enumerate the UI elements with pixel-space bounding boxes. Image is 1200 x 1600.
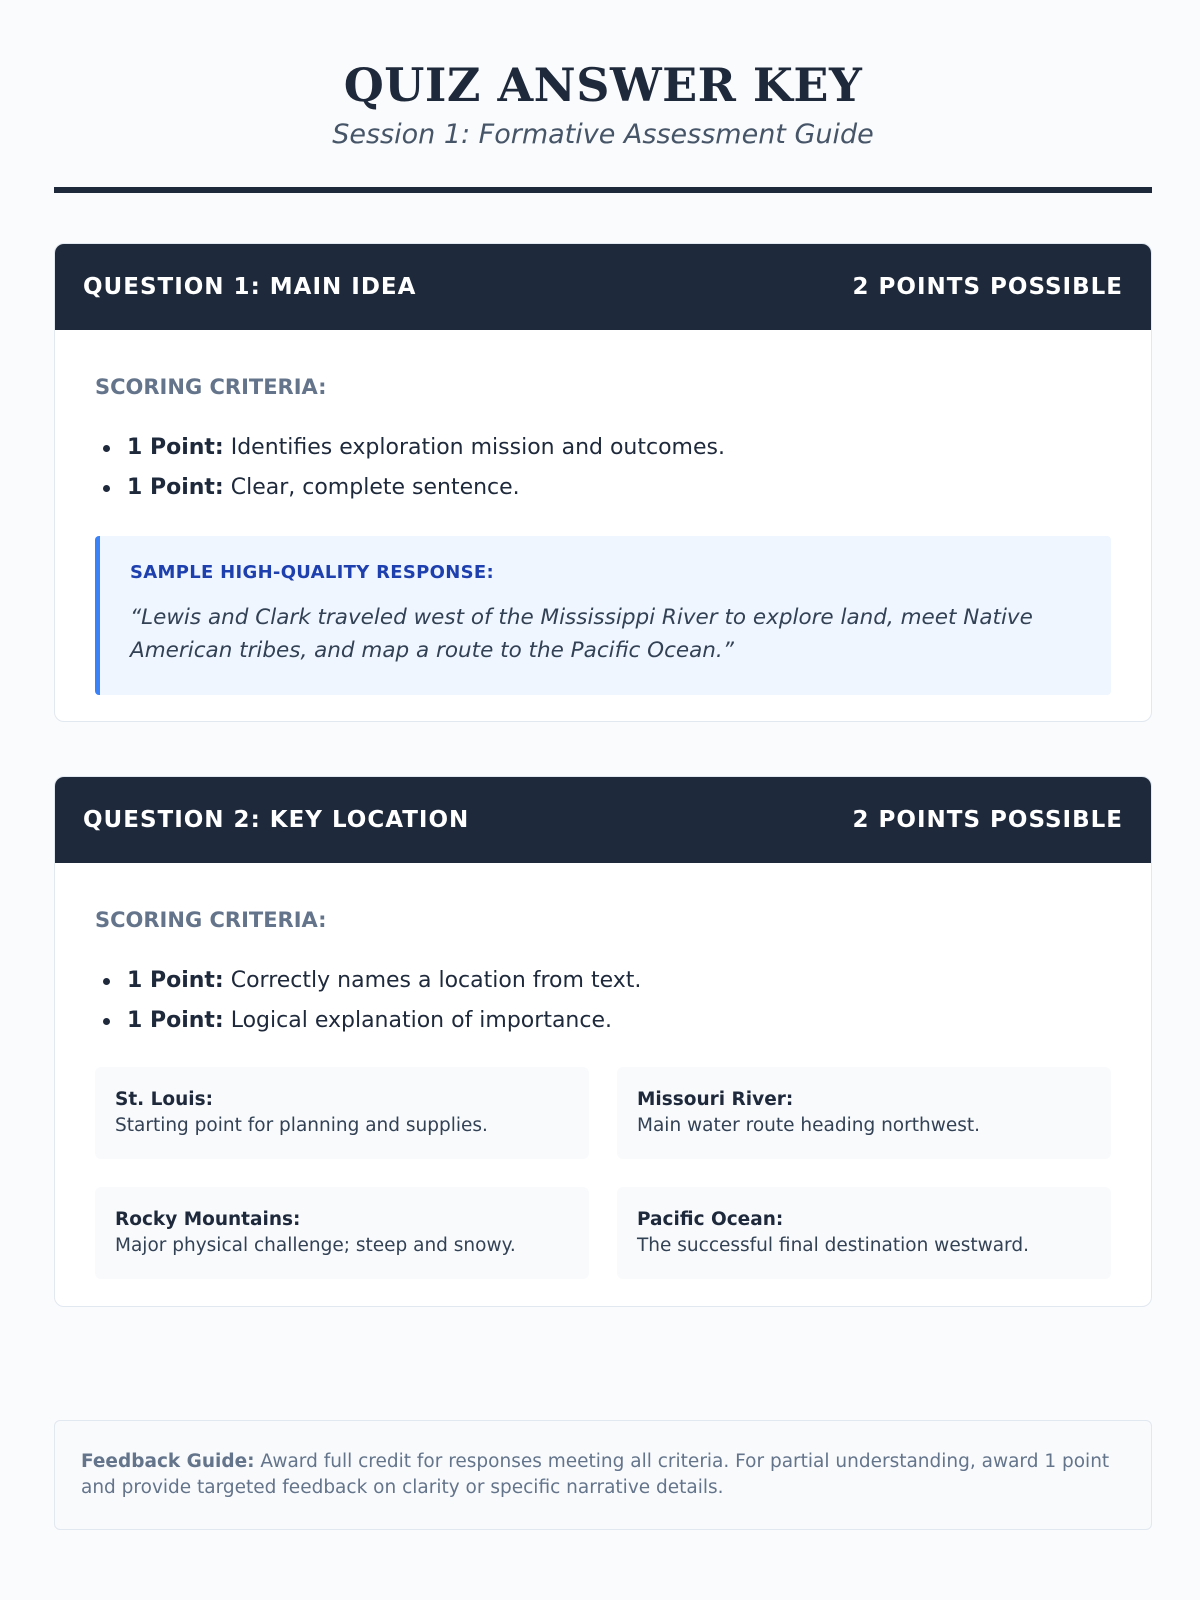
- criteria-text: Clear, complete sentence.: [223, 475, 520, 500]
- criteria-item: [95, 468, 1111, 508]
- criteria-text: Identifies exploration mission and outcomes.: [223, 435, 725, 460]
- sample-response-text: “Lewis and Clark traveled west of the Mississippi River to explore land, meet Native American tribes, and map a route to the Pacific Ocean.”: [130, 605, 1033, 663]
- location-card: [617, 1187, 1111, 1279]
- criteria-item: [95, 428, 1111, 468]
- question-1-card: [54, 243, 1152, 722]
- location-card: [617, 1067, 1111, 1159]
- question-2-card: [54, 776, 1152, 1307]
- question-2-body: [55, 863, 1151, 1307]
- question-2-title: QUESTION 2: KEY LOCATION: [83, 807, 470, 833]
- answer-key-page: [54, 0, 1152, 1498]
- criteria-points: 1 Point:: [127, 435, 224, 460]
- scoring-criteria-label: SCORING CRITERIA:: [95, 375, 327, 399]
- criteria-list: [95, 428, 1111, 508]
- location-card: [95, 1187, 589, 1279]
- location-description: Starting point for planning and supplies.: [115, 1115, 488, 1136]
- criteria-item: [95, 1001, 1111, 1041]
- criteria-list: [95, 961, 1111, 1041]
- feedback-guide-label: Feedback Guide:: [81, 1451, 255, 1472]
- question-1-header: [55, 244, 1151, 330]
- location-name: Pacific Ocean:: [637, 1209, 784, 1230]
- location-description: The successful final destination westward.: [637, 1235, 1029, 1256]
- location-card: [95, 1067, 589, 1159]
- question-2-points: 2 POINTS POSSIBLE: [852, 807, 1123, 833]
- header-divider: [54, 187, 1152, 193]
- page-title: QUIZ ANSWER KEY: [343, 58, 863, 112]
- question-1-body: [55, 330, 1151, 722]
- location-description: Main water route heading northwest.: [637, 1115, 980, 1136]
- criteria-points: 1 Point:: [127, 968, 224, 993]
- location-name: Missouri River:: [637, 1089, 794, 1110]
- question-1-title: QUESTION 1: MAIN IDEA: [83, 274, 417, 300]
- document-header: [54, 0, 1152, 152]
- criteria-item: [95, 961, 1111, 1001]
- location-grid: [95, 1067, 1111, 1279]
- feedback-guide-text: Award full credit for responses meeting all criteria. For partial understanding, award 1 point and provide targeted feedback on clarity or specific narrative details.: [81, 1451, 1110, 1498]
- sample-response-label: SAMPLE HIGH-QUALITY RESPONSE:: [130, 562, 494, 583]
- feedback-guide: [54, 1420, 1152, 1530]
- criteria-text: Correctly names a location from text.: [223, 968, 642, 993]
- criteria-points: 1 Point:: [127, 1008, 224, 1033]
- question-2-header: [55, 777, 1151, 863]
- page-subtitle: Session 1: Formative Assessment Guide: [332, 119, 874, 150]
- location-name: Rocky Mountains:: [115, 1209, 301, 1230]
- sample-response-box: [95, 536, 1111, 695]
- location-name: St. Louis:: [115, 1089, 214, 1110]
- location-description: Major physical challenge; steep and snowy.: [115, 1235, 516, 1256]
- criteria-text: Logical explanation of importance.: [223, 1008, 612, 1033]
- criteria-points: 1 Point:: [127, 475, 224, 500]
- question-1-points: 2 POINTS POSSIBLE: [852, 274, 1123, 300]
- scoring-criteria-label: SCORING CRITERIA:: [95, 908, 327, 932]
